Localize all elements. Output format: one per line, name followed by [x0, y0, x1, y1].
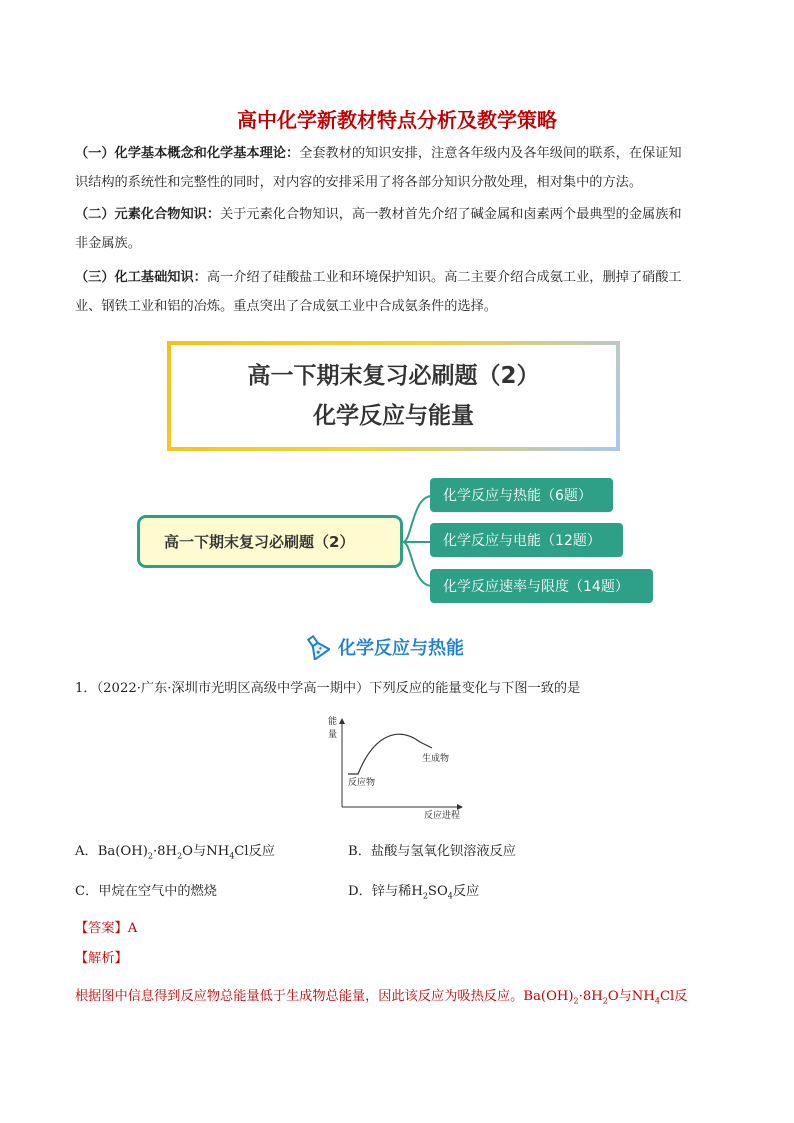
option-a [75, 840, 275, 861]
option-a-s3: 4 [229, 851, 235, 861]
option-d-s2: 4 [447, 891, 453, 901]
energy-diagram [320, 712, 470, 822]
mindmap-branch-electric: 化学反应与电能（12题） [430, 523, 623, 557]
option-a-s1: 2 [147, 851, 153, 861]
section-title: 化学反应与热能 [338, 638, 464, 659]
analysis-label: 【解析】 [75, 951, 128, 966]
analysis-tail-1: Ba(OH) [523, 989, 574, 1004]
chapter-banner [167, 341, 620, 451]
paragraph-1-line1: 全套教材的知识安排，注意各年级内及各年级间的联系，在保证知 [299, 146, 682, 161]
banner-line-2: 化学反应与能量 [313, 403, 474, 429]
option-d-s1: 2 [422, 891, 428, 901]
graph-ylabel-2: 量 [328, 730, 338, 740]
analysis-tail-s1: 2 [573, 996, 579, 1006]
paragraph-3 [75, 263, 730, 321]
paragraph-3-lead: （三）化工基础知识： [75, 270, 207, 285]
graph-product-label: 生成物 [422, 754, 450, 764]
analysis-tail-4: Cl反 [659, 989, 688, 1004]
option-b: B．盐酸与氢氧化钡溶液反应 [348, 844, 516, 859]
paragraph-2-line1: 关于元素化合物知识，高一教材首先介绍了碱金属和卤素两个最典型的金属族和 [220, 207, 682, 222]
mindmap-branch-rate: 化学反应速率与限度（14题） [430, 569, 653, 603]
analysis-body: 根据图中信息得到反应物总能量低于生成物总能量，因此该反应为吸热反应。 [75, 989, 524, 1004]
analysis-tail-2: ·8H [578, 989, 603, 1004]
option-a-prefix: A． [75, 844, 98, 859]
option-a-t1: Ba(OH) [97, 844, 148, 859]
page-title: 高中化学新教材特点分析及教学策略 [237, 108, 557, 132]
option-d-mid: SO [427, 884, 448, 899]
analysis-tail-3: O与NH [607, 989, 655, 1004]
option-a-s2: 2 [177, 851, 183, 861]
banner-line-1: 高一下期末复习必刷题（2） [247, 363, 540, 389]
paragraph-1-line2: 识结构的系统性和完整性的同时，对内容的安排采用了将各部分知识分散处理，相对集中的方法。 [75, 175, 643, 190]
answer-value: A [127, 921, 138, 936]
analysis-text [75, 985, 735, 1006]
paragraph-2 [75, 200, 730, 258]
analysis-tail-s2: 2 [602, 996, 608, 1006]
energy-curve [348, 734, 432, 774]
graph-xlabel: 反应进程 [424, 811, 461, 821]
answer-label: 【答案】 [75, 921, 128, 936]
question-stem: 下列反应的能量变化与下图一致的是 [369, 681, 581, 696]
paragraph-1-lead: （一）化学基本概念和化学基本理论： [75, 146, 300, 161]
option-a-t3: O与NH [182, 844, 230, 859]
question-1 [75, 679, 580, 699]
option-d [348, 880, 479, 901]
analysis-tail-s3: 4 [654, 996, 660, 1006]
question-source: （2022·广东·深圳市光明区高级中学高一期中） [96, 681, 370, 696]
paragraph-1 [75, 139, 730, 197]
paragraph-2-lead: （二）元素化合物知识： [75, 207, 221, 222]
graph-reactant-label: 反应物 [348, 778, 376, 788]
flask-icon [304, 634, 330, 660]
paragraph-2-line2: 非金属族。 [75, 236, 141, 251]
answer-line [75, 917, 137, 936]
mindmap-branch-heat: 化学反应与热能（6题） [430, 478, 613, 512]
graph-ylabel-1: 能 [328, 717, 338, 727]
option-d-end: 反应 [452, 884, 480, 899]
paragraph-3-line2: 业、钢铁工业和铝的冶炼。重点突出了合成氨工业中合成氨条件的选择。 [75, 299, 497, 314]
option-a-t4: Cl反应 [234, 844, 275, 859]
option-c: C．甲烷在空气中的燃烧 [75, 884, 217, 899]
section-heading [304, 630, 464, 664]
option-d-prefix: D．锌与稀H [348, 884, 423, 899]
question-number: 1． [75, 681, 97, 696]
mindmap-root: 高一下期末复习必刷题（2） [137, 515, 403, 568]
paragraph-3-line1: 高一介绍了硅酸盐工业和环境保护知识。高二主要介绍合成氨工业，删掉了硝酸工 [206, 270, 682, 285]
option-a-t2: ·8H [152, 844, 178, 859]
